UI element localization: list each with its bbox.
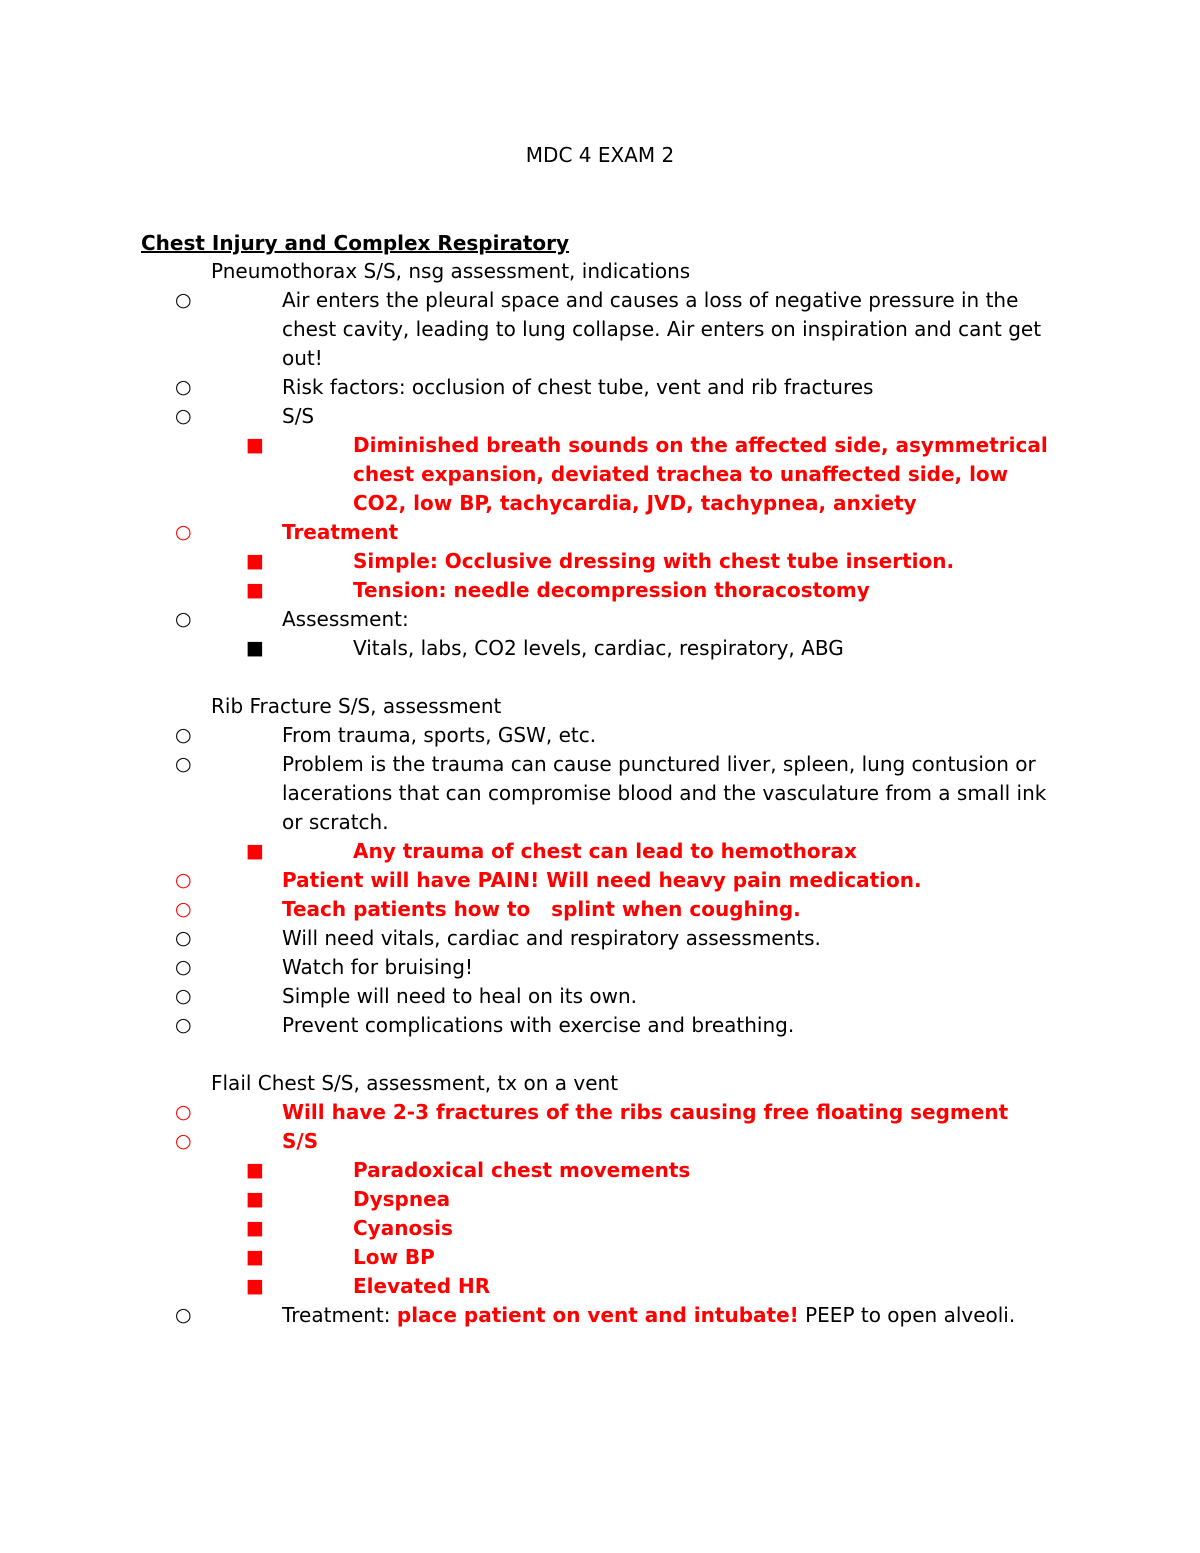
circle-marker: ○ — [175, 289, 192, 311]
list-item: ○ Treatment: place patient on vent and intubate! PEEP to open alveoli. — [211, 1301, 1056, 1330]
circle-marker: ○ — [175, 405, 192, 427]
square-marker: ■ — [246, 1188, 264, 1210]
circle-marker: ○ — [175, 927, 192, 949]
list-item: ○ Problem is the trauma can cause punctured liver, spleen, lung contusion or lacerations that can compromise blood and the vasculature from a small ink or scratch. ■ Any trauma of chest can lead to hemothorax — [211, 750, 1056, 866]
list-item: ■ Elevated HR — [282, 1272, 1056, 1301]
circle-marker: ○ — [175, 521, 192, 543]
section-rib-fracture — [0, 692, 1056, 1040]
list-item: ○ Prevent complications with exercise and breathing. — [211, 1011, 1056, 1040]
square-marker: ■ — [246, 1275, 264, 1297]
square-marker: ■ — [246, 1159, 264, 1181]
circle-marker: ○ — [175, 1101, 192, 1123]
section-label: Pneumothorax S/S, nsg assessment, indications — [211, 259, 691, 283]
list-item: ○ S/S ■ Diminished breath sounds on the affected side, asymmetrical chest expansion, deviated trachea to unaffected side, low CO2, low BP, tachycardia, JVD, tachypnea, anxiety — [211, 402, 1056, 518]
list-item: ○ Treatment ■ Simple: Occlusive dressing with chest tube insertion. ■ Tension: needle decompression thoracostomy — [211, 518, 1056, 605]
list-item: ■ Cyanosis — [282, 1214, 1056, 1243]
circle-marker: ○ — [175, 985, 192, 1007]
list-item: ○ Watch for bruising! — [211, 953, 1056, 982]
circle-marker: ○ — [175, 724, 192, 746]
list-item: ■ Simple: Occlusive dressing with chest tube insertion. — [282, 547, 1056, 576]
list-item: ■ Diminished breath sounds on the affected side, asymmetrical chest expansion, deviated trachea to unaffected side, low CO2, low BP, tachycardia, JVD, tachypnea, anxiety — [246, 433, 1048, 515]
circle-marker: ○ — [175, 608, 192, 630]
list-item: ○ Air enters the pleural space and causes a loss of negative pressure in the chest cavity, leading to lung collapse. Air enters on inspiration and cant get out! — [175, 288, 1042, 370]
circle-marker: ○ — [175, 1304, 192, 1326]
document-title: MDC 4 EXAM 2 — [525, 143, 675, 167]
list-item: ○ Teach patients how to splint when coughing. — [211, 895, 1056, 924]
circle-marker: ○ — [175, 753, 192, 775]
circle-marker: ○ — [175, 1130, 192, 1152]
list-item: ■ Dyspnea — [282, 1185, 1056, 1214]
list-item: ○ Will have 2-3 fractures of the ribs causing free floating segment — [211, 1098, 1056, 1127]
square-marker: ■ — [246, 1217, 264, 1239]
list-item: ○ S/S ■ Paradoxical chest movements ■ Dyspnea ■ Cyanosis ■ Low BP ■ Elevated HR — [211, 1127, 1056, 1301]
circle-marker: ○ — [175, 869, 192, 891]
list-item: ○ Simple will need to heal on its own. — [211, 982, 1056, 1011]
outline-list — [0, 257, 1200, 1330]
list-item: ○ Will need vitals, cardiac and respiratory assessments. — [211, 924, 1056, 953]
square-marker: ■ — [246, 840, 264, 862]
square-marker: ■ — [246, 550, 264, 572]
section-label: Rib Fracture S/S, assessment — [211, 694, 502, 718]
circle-marker: ○ — [175, 898, 192, 920]
circle-marker: ○ — [175, 1014, 192, 1036]
list-item: ○ Risk factors: occlusion of chest tube, vent and rib fractures — [211, 373, 1056, 402]
list-item: ○ Assessment: ■ Vitals, labs, CO2 levels, cardiac, respiratory, ABG — [211, 605, 1056, 663]
section-label: Flail Chest S/S, assessment, tx on a vent — [211, 1071, 619, 1095]
list-item: ■ Low BP — [282, 1243, 1056, 1272]
list-item: ■ Paradoxical chest movements — [282, 1156, 1056, 1185]
list-item: ■ Vitals, labs, CO2 levels, cardiac, respiratory, ABG — [282, 634, 1056, 663]
square-marker: ■ — [246, 579, 264, 601]
list-item: ○ Patient will have PAIN! Will need heavy pain medication. — [211, 866, 1056, 895]
list-item: ■ Tension: needle decompression thoracostomy — [282, 576, 1056, 605]
section-heading: Chest Injury and Complex Respiratory — [141, 231, 570, 255]
circle-marker: ○ — [175, 956, 192, 978]
square-marker: ■ — [246, 1246, 264, 1268]
list-item: ■ Any trauma of chest can lead to hemothorax — [282, 837, 1056, 866]
square-marker: ■ — [246, 434, 264, 456]
section-pneumothorax — [0, 257, 1056, 663]
circle-marker: ○ — [175, 376, 192, 398]
section-flail-chest — [0, 1069, 1056, 1330]
list-item: ○ From trauma, sports, GSW, etc. — [211, 721, 1056, 750]
square-marker: ■ — [246, 637, 264, 659]
